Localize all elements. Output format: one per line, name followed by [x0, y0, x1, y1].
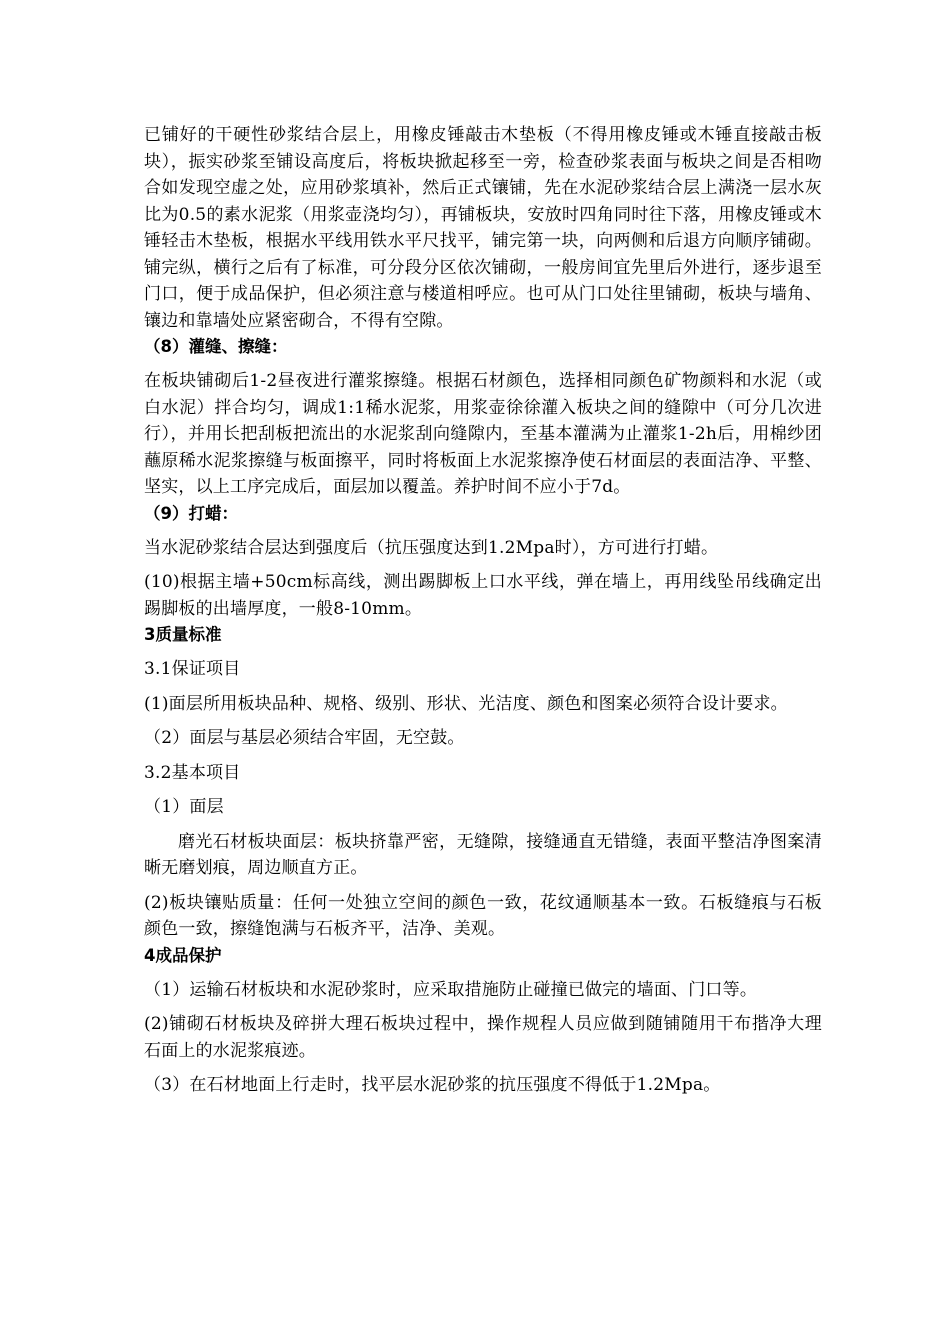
heading-finished-protection: 4成品保护 — [144, 945, 222, 965]
paragraph-protection-2: (2)铺砌石材板块及碎拼大理石板块过程中，操作规程人员应做到随铺随用干布揩净大理石面上的水泥浆痕迹。 — [144, 1014, 822, 1061]
paragraph-protection-1: （1）运输石材板块和水泥砂浆时，应采取措施防止碰撞已做完的墙面、门口等。 — [144, 979, 758, 1000]
paragraph-guarantee-1: (1)面层所用板块品种、规格、级别、形状、光洁度、颜色和图案必须符合设计要求。 — [144, 693, 788, 714]
subheading-guarantee-items: 3.1保证项目 — [144, 659, 241, 679]
paragraph-waxing: 当水泥砂浆结合层达到强度后（抗压强度达到1.2Mpa时），方可进行打蜡。 — [144, 537, 719, 558]
subheading-basic-items: 3.2基本项目 — [144, 762, 241, 783]
heading-grouting: （8）灌缝、擦缝： — [144, 337, 288, 356]
document-body — [144, 122, 822, 1099]
paragraph-surface-layer: （1）面层 — [144, 797, 224, 817]
paragraph-laying-method: 已铺好的干硬性砂浆结合层上，用橡皮锤敲击木垫板（不得用橡皮锤或木锤直接敲击板块），振实砂浆至铺设高度后，将板块掀起移至一旁，检查砂浆表面与板块之间是否相吻合如发现空虚之处，应用砂浆填补，然后正式镶铺，先在水泥砂浆结合层上满浇一层水灰比为0.5的素水泥浆（用浆壶浇均匀），再铺板块，安放时四角同时往下落，用橡皮锤或木锤轻击木垫板，根据水平线用铁水平尺找平，铺完第一块，向两侧和后退方向顺序铺砌。铺完纵，横行之后有了标准，可分段分区依次铺砌，一般房间宜先里后外进行，逐步退至门口，便于成品保护，但必须注意与楼道相呼应。也可从门口处往里铺砌，板块与墙角、镶边和靠墙处应紧密砌合，不得有空隙。 — [144, 125, 822, 331]
paragraph-tiling-quality: (2)板块镶贴质量：任何一处独立空间的颜色一致，花纹通顺基本一致。石板缝痕与石板颜色一致，擦缝饱满与石板齐平，洁净、美观。 — [144, 892, 822, 939]
heading-waxing: （9）打蜡： — [144, 503, 238, 523]
heading-quality-standard: 3质量标准 — [144, 625, 222, 644]
paragraph-protection-3: （3）在石材地面上行走时，找平层水泥砂浆的抗压强度不得低于1.2Mpa。 — [144, 1075, 721, 1095]
paragraph-grouting: 在板块铺砌后1-2昼夜进行灌浆擦缝。根据石材颜色，选择相同颜色矿物颜料和水泥（或白水泥）拌合均匀，调成1:1稀水泥浆，用浆壶徐徐灌入板块之间的缝隙中（可分几次进行），并用长把刮板把流出的水泥浆刮向缝隙内，至基本灌满为止灌浆1-2h后，用棉纱团蘸原稀水泥浆擦缝与板面擦平，同时将板面上水泥浆擦净使石材面层的表面洁净、平整、坚实，以上工序完成后，面层加以覆盖。养护时间不应小于7d。 — [144, 371, 822, 497]
paragraph-skirting: (10)根据主墙+50cm标高线，测出踢脚板上口水平线，弹在墙上，再用线坠吊线确定出踢脚板的出墙厚度，一般8-10mm。 — [144, 572, 822, 619]
paragraph-polished-stone: 磨光石材板块面层：板块挤靠严密，无缝隙，接缝通直无错缝，表面平整洁净图案清晰无磨划痕，周边顺直方正。 — [144, 831, 822, 878]
paragraph-guarantee-2: （2）面层与基层必须结合牢固，无空鼓。 — [144, 728, 465, 748]
